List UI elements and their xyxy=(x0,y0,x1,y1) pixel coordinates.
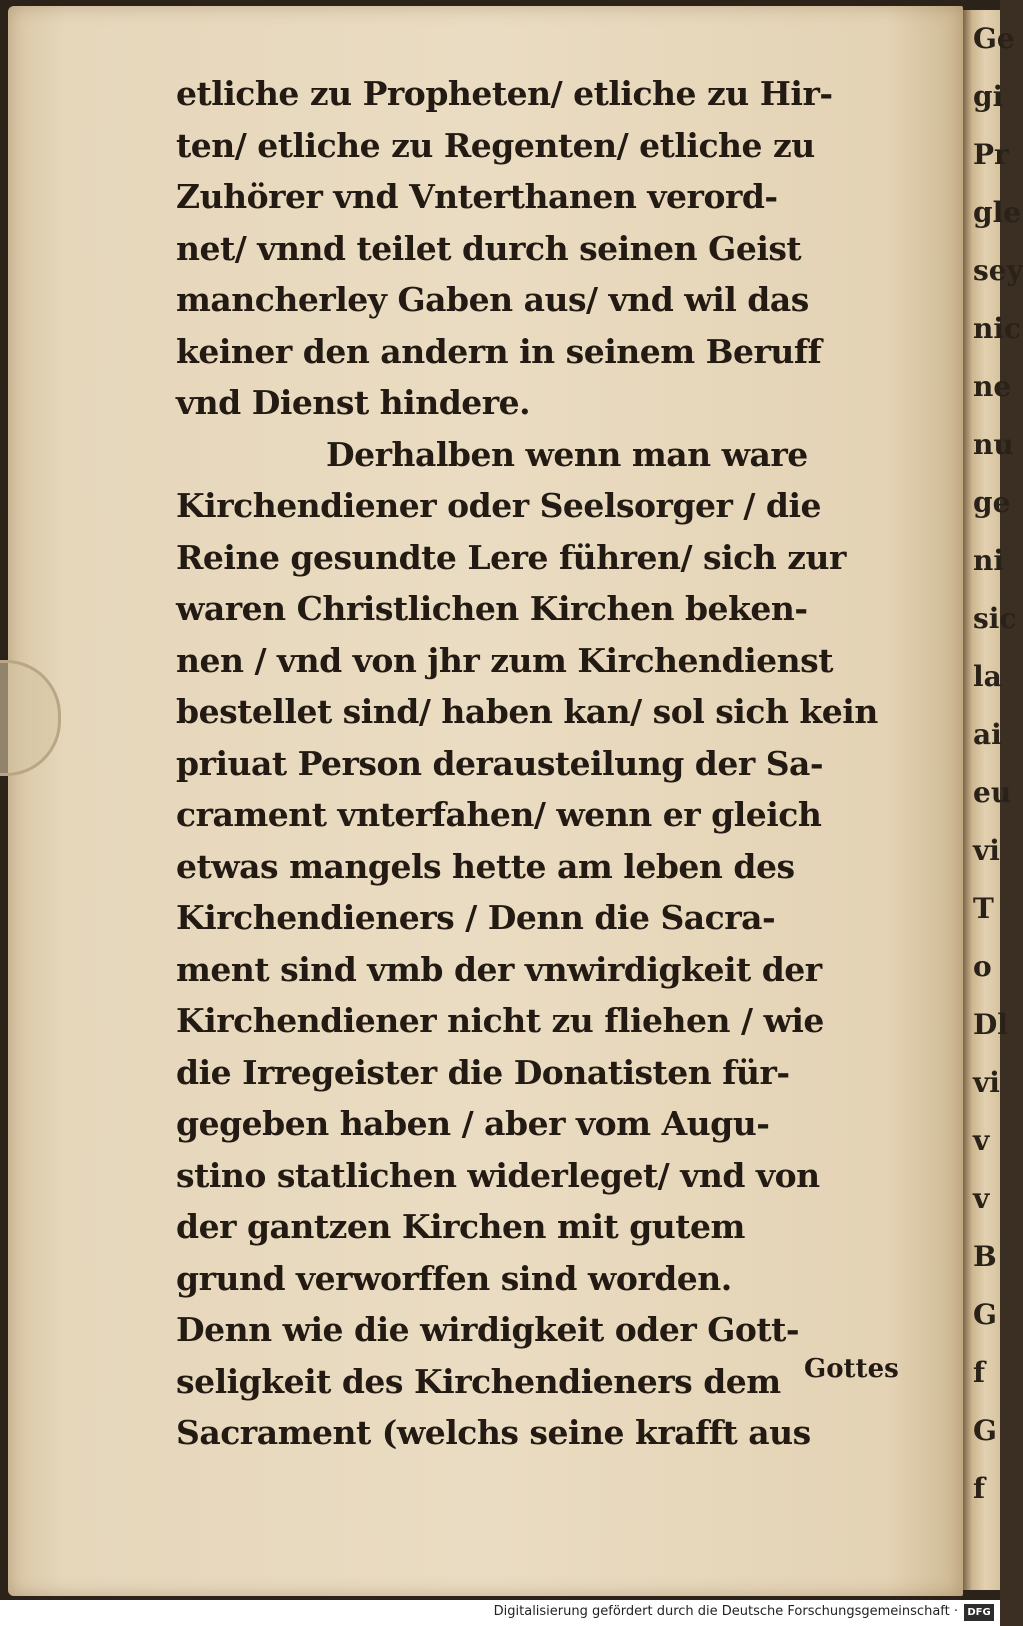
next-page-fragment: Pr xyxy=(973,138,1009,171)
text-line: etwas mangels hette am leben des xyxy=(176,846,795,886)
next-page-fragment: vi xyxy=(973,834,1000,867)
funding-notice: Digitalisierung gefördert durch die Deutsche Forschungsgemeinschaft · xyxy=(493,1604,958,1619)
paragraph-start-line: Derhalben wenn man ware xyxy=(326,434,808,474)
text-line: keiner den andern in seinem Beruff xyxy=(176,331,822,371)
next-page-fragment: gi xyxy=(973,80,1004,113)
next-page-fragment: sey xyxy=(973,254,1023,287)
footer-bar xyxy=(0,1600,1000,1626)
text-line: stino statlichen widerleget/ vnd von xyxy=(176,1155,820,1195)
next-page-fragment: ge xyxy=(973,486,1011,519)
next-page-fragment: nic xyxy=(973,312,1022,345)
text-line: net/ vnnd teilet durch seinen Geist xyxy=(176,228,802,268)
text-line: Reine gesundte Lere führen/ sich zur xyxy=(176,537,846,577)
catchword: Gottes xyxy=(804,1354,899,1384)
text-line: seligkeit des Kirchendieners dem xyxy=(176,1361,781,1401)
next-page-fragment: v xyxy=(973,1124,990,1157)
next-page-edge xyxy=(963,10,1023,1590)
text-line: Kirchendieners / Denn die Sacra‑ xyxy=(176,898,776,937)
next-page-fragment: G xyxy=(973,1414,997,1447)
next-page-fragment: eu xyxy=(973,776,1012,809)
next-page-fragment: gle xyxy=(973,196,1022,229)
next-page-fragment: f xyxy=(973,1472,986,1505)
next-page-fragment: B xyxy=(973,1240,997,1273)
next-page-fragment: la xyxy=(973,660,1002,693)
book-page xyxy=(8,6,963,1596)
text-line: Denn wie die wirdigkeit oder Gott‑ xyxy=(176,1310,800,1349)
text-line: ment sind vmb der vnwirdigkeit der xyxy=(176,949,822,989)
text-line: Sacrament (welchs seine krafft aus xyxy=(176,1413,811,1452)
text-line: gegeben haben / aber vom Augu‑ xyxy=(176,1104,770,1143)
next-page-fragment: Dl xyxy=(973,1008,1008,1041)
next-page-fragment: nu xyxy=(973,428,1014,461)
next-page-fragment: ne xyxy=(973,370,1012,403)
next-page-fragment: vi xyxy=(973,1066,1000,1099)
text-line: nen / vnd von jhr zum Kirchendienst xyxy=(176,640,833,680)
text-line: waren Christlichen Kirchen beken‑ xyxy=(176,589,808,628)
text-line: etliche zu Propheten/ etliche zu Hir‑ xyxy=(176,74,833,113)
text-line: priuat Person derausteilung der Sa‑ xyxy=(176,743,824,783)
text-line: grund verworffen sind worden. xyxy=(176,1258,732,1298)
dfg-logo: DFG xyxy=(964,1604,994,1621)
text-line: Kirchendiener nicht zu fliehen / wie xyxy=(176,1001,824,1040)
next-page-fragment: f xyxy=(973,1356,986,1389)
text-line: mancherley Gaben aus/ vnd wil das xyxy=(176,280,809,319)
text-line: crament vnterfahen/ wenn er gleich xyxy=(176,795,822,834)
next-page-fragment: v xyxy=(973,1182,990,1215)
next-page-fragment: o xyxy=(973,950,992,983)
text-line: die Irregeister die Donatisten für‑ xyxy=(176,1052,790,1092)
next-page-fragment: ai xyxy=(973,718,1002,751)
next-page-fragment: T xyxy=(973,892,994,925)
next-page-fragment: Ge xyxy=(973,22,1015,55)
next-page-fragment: G xyxy=(973,1298,997,1331)
text-line: bestellet sind/ haben kan/ sol sich kein xyxy=(176,692,878,731)
next-page-fragment: ni xyxy=(973,544,1004,577)
text-line: der gantzen Kirchen mit gutem xyxy=(176,1207,745,1246)
text-line: Kirchendiener oder Seelsorger / die xyxy=(176,486,822,525)
text-line: ten/ etliche zu Regenten/ etliche zu xyxy=(176,125,815,165)
page-text xyxy=(176,68,906,1459)
next-page-fragment: sic xyxy=(973,602,1017,635)
text-line: Zuhörer vnd Vnterthanen verord‑ xyxy=(176,177,778,216)
text-line: vnd Dienst hindere. xyxy=(176,383,531,422)
